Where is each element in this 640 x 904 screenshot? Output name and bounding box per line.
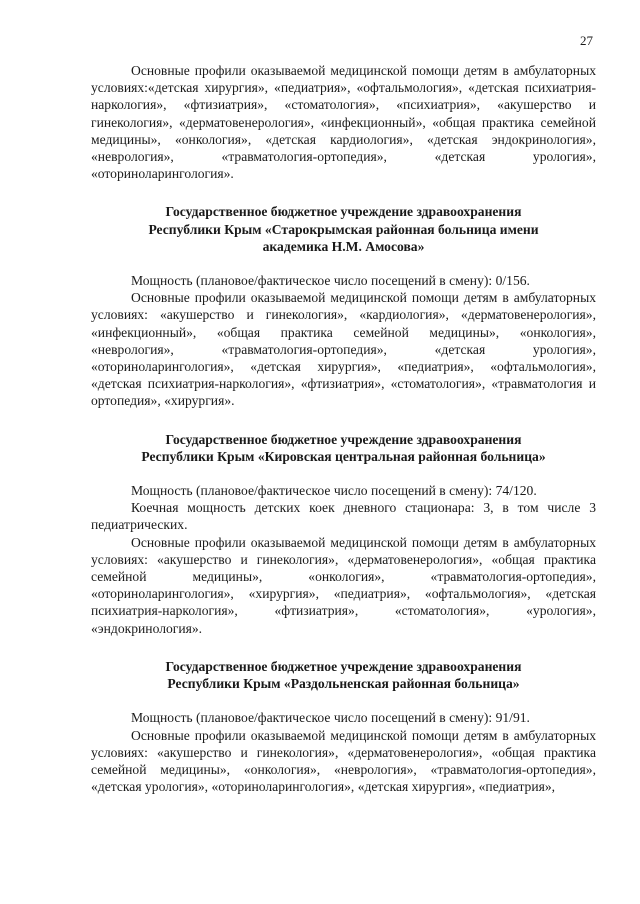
profiles-paragraph-razdolnenskaya: Основные профили оказываемой медицинской помощи детям в амбулаторных условиях: «акушерство и гинекология», «дерматовенерология», «общая практика семейной медицины», «онкология», «неврология», «травматология-ортопедия», «детская урология», «оториноларингология», «детская хирургия», «педиатрия», [91,727,596,795]
heading-line: Государственное бюджетное учреждение здравоохранения [165,431,522,447]
section-heading-kirovskaya [91,431,596,465]
spacer [91,410,596,431]
page-number: 27 [580,33,593,48]
capacity-paragraph-starokrymskaya: Мощность (плановое/фактическое число посещений в смену): 0/156. [131,273,530,289]
spacer [91,182,596,203]
profiles-paragraph-kirovskaya: Основные профили оказываемой медицинской помощи детям в амбулаторных условиях: «акушерство и гинекология», «дерматовенерология», «общая практика семейной медицины», «онкология», «травматология-ортопедия», «оториноларингология», «хирургия», «педиатрия», «офтальмология», «детская психиатрия-наркология», «фтизиатрия», «стоматология», «урология», «эндокринология». [91,534,596,636]
spacer [91,255,596,272]
capacity-paragraph-kirovskaya: Мощность (плановое/фактическое число посещений в смену): 74/120. [131,483,537,499]
spacer [91,692,596,709]
beds-paragraph-kirovskaya: Коечная мощность детских коек дневного стационара: 3, в том числе 3 педиатрических. [91,500,596,533]
capacity-paragraph-razdolnenskaya: Мощность (плановое/фактическое число посещений в смену): 91/91. [131,710,530,726]
profiles-paragraph-previous-hospital: Основные профили оказываемой медицинской помощи детям в амбулаторных условиях:«детская хирургия», «педиатрия», «офтальмология», «детская психиатрия-наркология», «фтизиатрия», «стоматология», «психиатрия», «акушерство и гинекология», «дерматовенерология», «инфекционный», «общая практика семейной медицины», «онкология», «детская кардиология», «детская эндокринология», «неврология», «травматология-ортопедия», «детская урология», «оториноларингология». [91,63,596,182]
spacer [91,465,596,482]
heading-line: Республики Крым «Кировская центральная районная больница» [141,448,546,464]
section-heading-starokrymskaya [91,203,596,255]
page-content [91,62,596,795]
section-heading-razdolnenskaya [91,658,596,692]
spacer [91,637,596,658]
heading-line: Республики Крым «Старокрымская районная больница имени [148,221,539,237]
heading-line: Республики Крым «Раздольненская районная больница» [167,676,520,692]
profiles-paragraph-starokrymskaya: Основные профили оказываемой медицинской помощи детям в амбулаторных условиях: «акушерство и гинекология», «кардиология», «дерматовенерология», «инфекционный», «общая практика семейной медицины», «онкология», «неврология», «травматология-ортопедия», «детская урология», «оториноларингология», «детская хирургия», «педиатрия», «офтальмология», «детская психиатрия-наркология», «фтизиатрия», «стоматология», «травматология и ортопедия», «хирургия». [91,290,596,409]
heading-line: Государственное бюджетное учреждение здравоохранения [165,658,522,674]
heading-line: академика Н.М. Амосова» [262,238,425,254]
heading-line: Государственное бюджетное учреждение здравоохранения [165,204,522,220]
